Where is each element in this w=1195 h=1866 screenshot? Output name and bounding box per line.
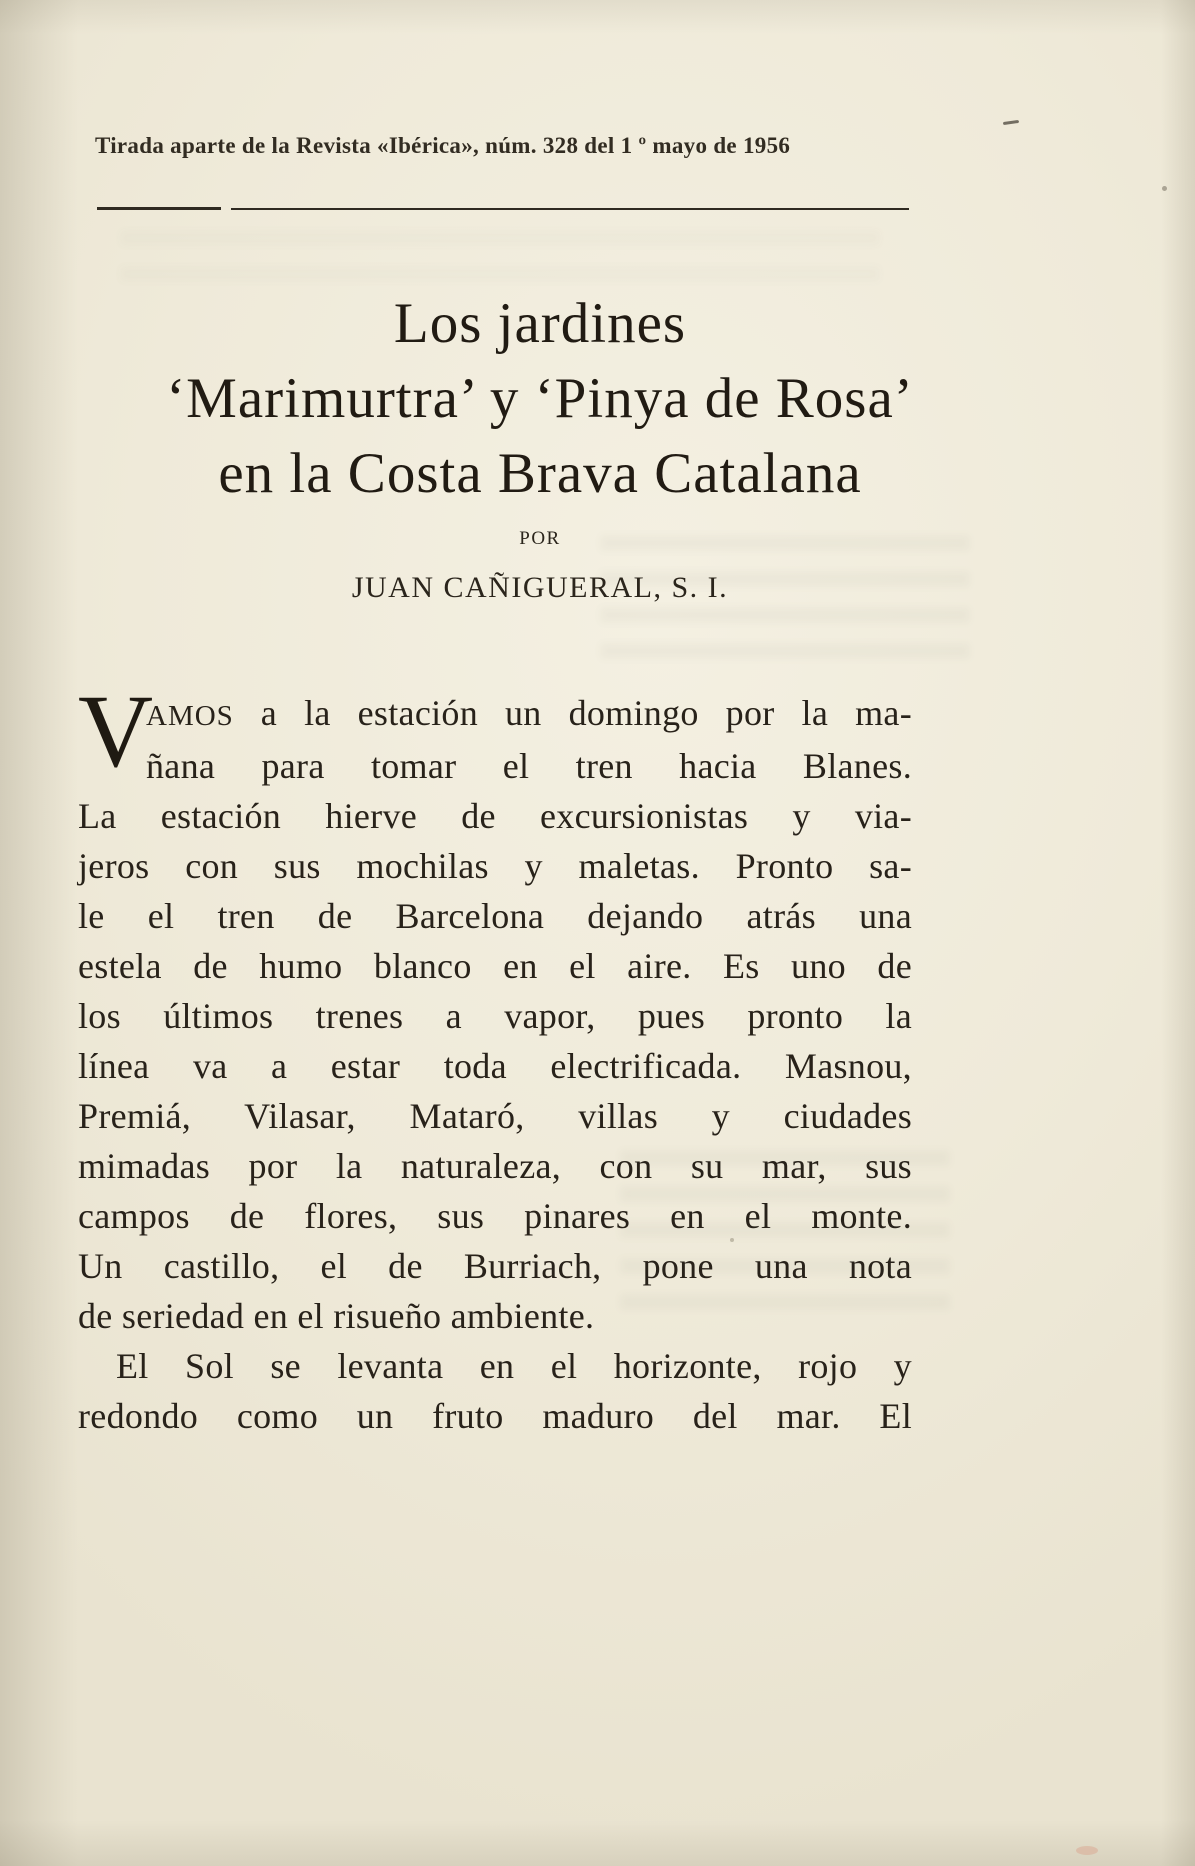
bleed-through-ghost-text xyxy=(120,230,880,290)
body-line: La estación hierve de excursionistas y via- xyxy=(78,796,912,836)
paper-speck xyxy=(1162,186,1167,191)
body-line: los últimos trenes a vapor, pues pronto la xyxy=(78,996,912,1036)
body-line: campos de flores, sus pinares en el monte. xyxy=(78,1196,912,1236)
body-line: le el tren de Barcelona dejando atrás una xyxy=(78,896,912,936)
article-title xyxy=(50,286,1030,511)
lead-small-caps: AMOS xyxy=(146,700,234,732)
scan-shadow-bottom xyxy=(0,1820,1195,1866)
paragraph-2 xyxy=(78,1341,912,1441)
body-line: de seriedad en el risueño ambiente. xyxy=(78,1296,595,1336)
title-line-1: Los jardines xyxy=(393,292,687,355)
body-line-first xyxy=(78,688,912,741)
paper-speck xyxy=(1076,1846,1098,1855)
body-line: redondo como un fruto maduro del mar. El xyxy=(78,1396,912,1436)
body-line: ñana para tomar el tren hacia Blanes. xyxy=(146,746,912,786)
drop-cap: V xyxy=(78,674,154,789)
body-line: mimadas por la naturaleza, con su mar, sus xyxy=(78,1146,912,1186)
paragraph-1 xyxy=(78,674,912,1341)
author-name: JUAN CAÑIGUERAL, S. I. xyxy=(351,571,729,604)
title-line-2: ‘Marimurtra’ y ‘Pinya de Rosa’ xyxy=(166,367,914,430)
body-line: El Sol se levanta en el horizonte, rojo y xyxy=(116,1346,912,1386)
scan-shadow-left xyxy=(0,0,78,1866)
body-line: jeros con sus mochilas y maletas. Pronto sa- xyxy=(78,846,912,886)
body-line: Un castillo, el de Burriach, pone una nota xyxy=(78,1246,912,1286)
body-line: línea va a estar toda electrificada. Masnou, xyxy=(78,1046,912,1086)
scan-shadow-top xyxy=(0,0,1195,34)
article-body xyxy=(78,674,912,1441)
paragraph-1-lines xyxy=(78,741,912,1341)
byline-label: POR xyxy=(519,528,561,549)
header-rule-right-segment xyxy=(231,208,909,210)
title-line-3: en la Costa Brava Catalana xyxy=(218,442,862,505)
body-line: Premiá, Vilasar, Mataró, villas y ciudades xyxy=(78,1096,912,1136)
reprint-header: Tirada aparte de la Revista «Ibérica», núm. 328 del 1 º mayo de 1956 xyxy=(95,133,791,158)
header-rule-left-segment xyxy=(97,207,221,210)
ink-dash-mark xyxy=(1003,120,1019,125)
body-line-first-rest: a la estación un domingo por la ma- xyxy=(233,693,912,733)
byline xyxy=(50,528,1030,605)
body-line: estela de humo blanco en el aire. Es uno de xyxy=(78,946,912,986)
scan-shadow-right xyxy=(1161,0,1195,1866)
